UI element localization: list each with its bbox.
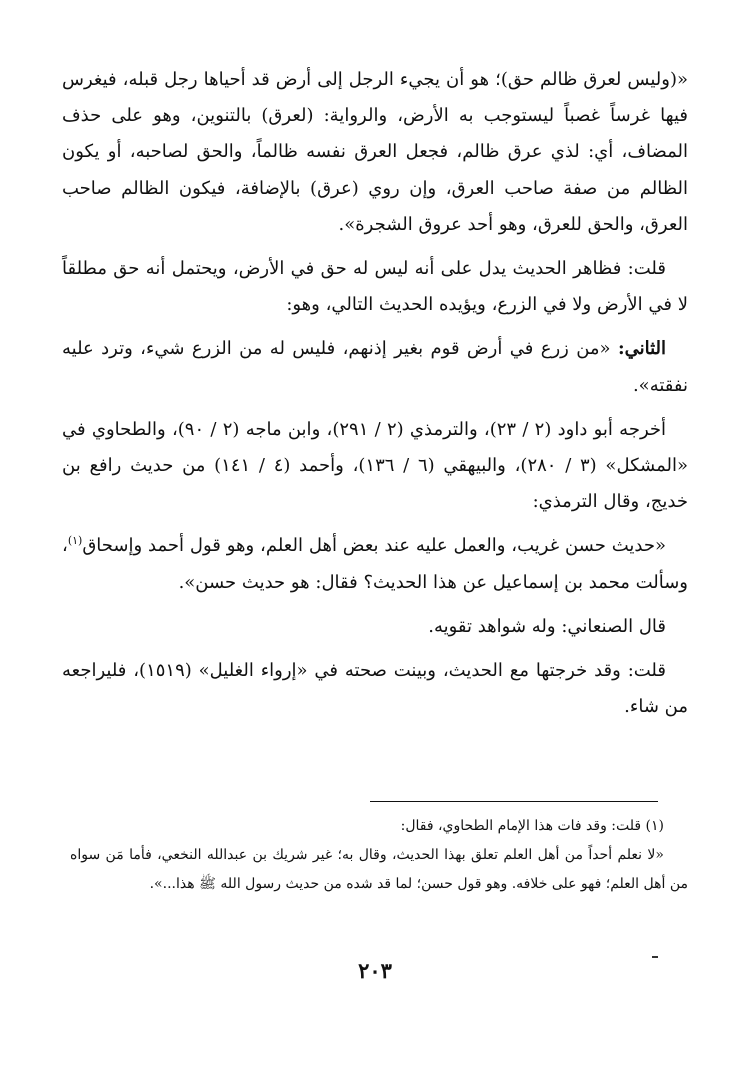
footnote-reference: (١) — [67, 534, 83, 548]
footnote-1-intro: (١) قلت: وقد فات هذا الإمام الطحاوي، فقال: — [400, 818, 664, 834]
paragraph-quote-explanation: «(وليس لعرق ظالم حق)؛ هو أن يجيء الرجل إلى أرض قد أحياها رجل قبله، فيغرس فيها غرساً غصباً ليستوجب به الأرض، والرواية: (لعرق) بالتنوين، وهو على حذف المضاف، أي: لذي عرق ظالم، فجعل العرق نفسه ظالماً، والحق لصاحبه، أو يكون الظالم من صفة صاحب العرق، وإن روي (عرق) بالإضافة، فيكون الظالم صاحب العرق، والحق للعرق، وهو أحد عروق الشجرة». — [62, 69, 688, 235]
main-text — [62, 62, 688, 725]
hadith-label: الثاني: — [617, 338, 666, 360]
paragraph-sanani: قال الصنعاني: وله شواهد تقويه. — [428, 615, 666, 637]
footnote-1-quote: «لا نعلم أحداً من أهل العلم تعلق بهذا الحديث، وقال به؛ غير شريك بن عبدالله النخعي، فأما مَن سواه من أهل العلم؛ فهو على خلافه. وهو قول حسن؛ لما قد شده من حديث رسول الله ﷺ هذا...». — [70, 847, 688, 892]
paragraph-tirmidhi-quote — [62, 528, 688, 600]
footnotes — [70, 812, 688, 899]
tirmidhi-quote-part2: ، وسألت محمد بن إسماعيل عن هذا الحديث؟ فقال: هو حديث حسن». — [62, 535, 688, 593]
tirmidhi-quote-part1: «حديث حسن غريب، والعمل عليه عند بعض أهل العلم، وهو قول أحمد وإسحاق — [82, 535, 666, 557]
hadith-text: «من زرع في أرض قوم بغير إذنهم، فليس له من الزرع شيء، وترد عليه نفقته». — [62, 338, 688, 396]
paragraph-second-hadith — [62, 331, 688, 403]
paragraph-author-comment: قلت: فظاهر الحديث يدل على أنه ليس له حق في الأرض، ويحتمل أنه حق مطلقاً لا في الأرض ولا في الزرع، ويؤيده الحديث التالي، وهو: — [62, 258, 688, 316]
scan-mark — [652, 956, 658, 958]
footnote-divider — [370, 801, 658, 802]
paragraph-irwa-reference: قلت: وقد خرجتها مع الحديث، وبينت صحته في «إرواء الغليل» (١٥١٩)، فليراجعه من شاء. — [62, 660, 688, 718]
paragraph-takhrij: أخرجه أبو داود (٢ / ٢٣)، والترمذي (٢ / ٢٩١)، وابن ماجه (٢ / ٩٠)، والطحاوي في «المشكل» (٣ / ٢٨٠)، والبيهقي (٦ / ١٣٦)، وأحمد (٤ / ١٤١) من حديث رافع بن خديج، وقال الترمذي: — [62, 418, 688, 513]
page-number: ٢٠٣ — [358, 958, 392, 983]
